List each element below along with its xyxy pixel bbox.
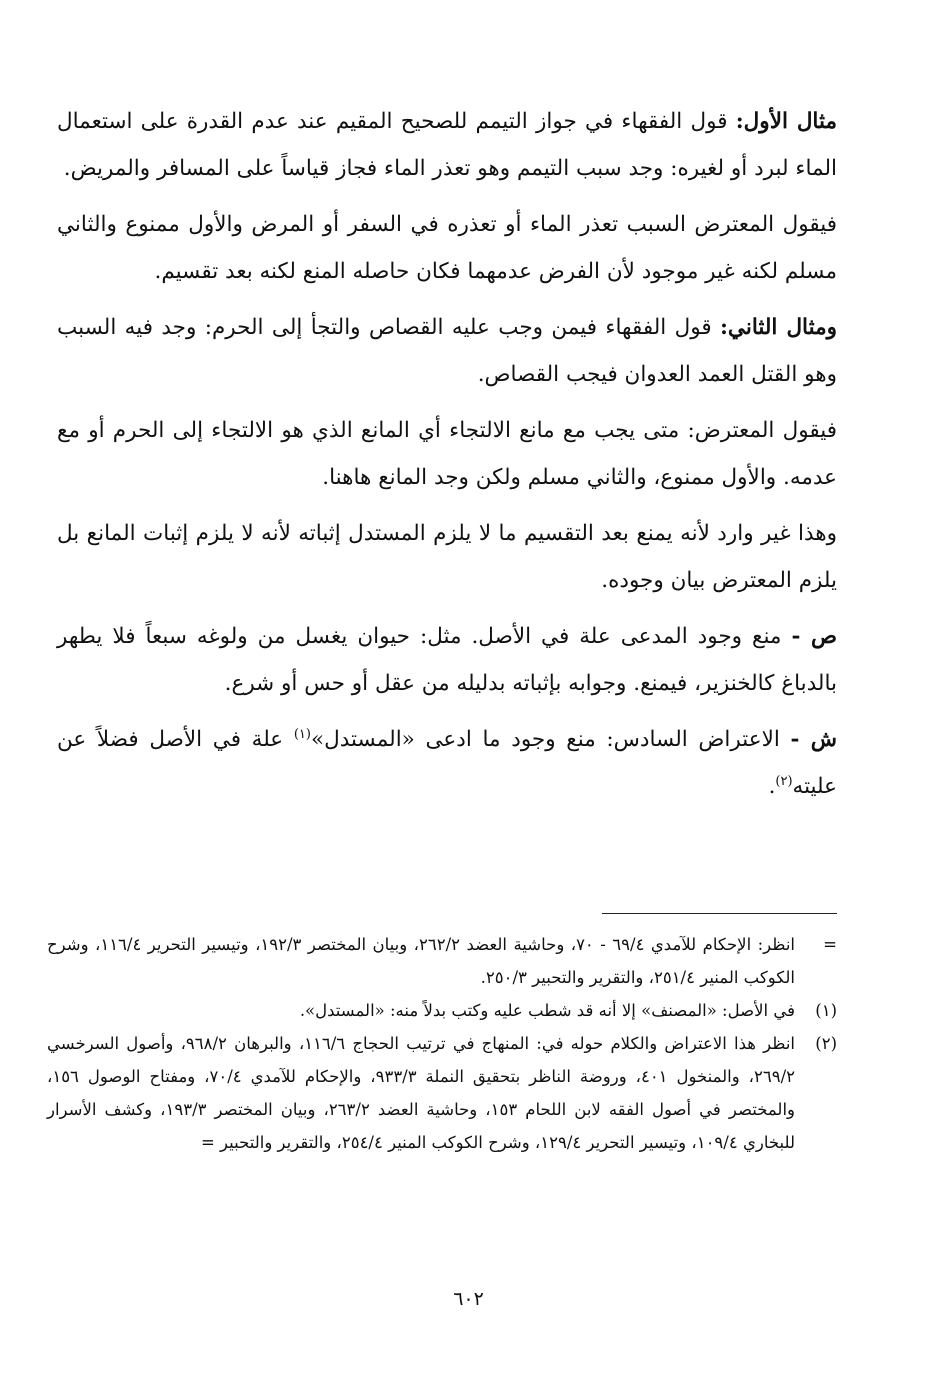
footnote-continuation — [47, 928, 837, 994]
paragraph-sharh — [57, 716, 837, 810]
footnote-continuation-text: انظر: الإحكام للآمدي ٦٩/٤ - ٧٠، وحاشية العضد ٢٦٢/٢، وبيان المختصر ١٩٢/٣، وتيسير التحرير ١١٦/٤، وشرح الكوكب المنير ٢٥١/٤، والتقرير والتحبير ٢٥٠/٣. — [47, 935, 795, 987]
footnote-2-text: انظر هذا الاعتراض والكلام حوله في: المنهاج في ترتيب الحجاج ١١٦/٦، والبرهان ٩٦٨/٢، وأصول السرخسي ٢٦٩/٢، والمنخول ٤٠١، وروضة الناظر بتحقيق النملة ٩٣٣/٣، والإحكام للآمدي ٧٠/٤، ومفتاح الوصول ١٥٦، والمختصر في أصول الفقه لابن اللحام ١٥٣، وحاشية العضد ٢٦٣/٢، وبيان المختصر ١٩٣/٣، وكشف الأسرار للبخاري ١٠٩/٤، وتيسير التحرير ١٢٩/٤، وشرح الكوكب المنير ٢٥٤/٤، والتقرير والتحبير = — [47, 1034, 796, 1152]
example-2-heading: ومثال الثاني: — [720, 315, 837, 340]
footnote-1 — [47, 994, 837, 1027]
sharh-text-b: علة في الأصل فضلاً عن عليته — [57, 727, 837, 799]
paragraph-objection-1: فيقول المعترض السبب تعذر الماء أو تعذره في السفر أو المرض والأول ممنوع والثاني مسلم لكنه غير موجود لأن الفرض عدمهما فكان حاصله المنع لكنه بعد تقسيم. — [57, 212, 837, 284]
main-text — [57, 98, 837, 819]
example-1-heading: مثال الأول: — [735, 109, 837, 134]
sharh-marker: ش - — [790, 727, 838, 752]
example-2-text: قول الفقهاء فيمن وجب عليه القصاص والتجأ إلى الحرم: وجد فيه السبب وهو القتل العمد العدوان فيجب القصاص. — [57, 315, 837, 387]
footnote-ref-2[interactable]: (٢) — [775, 773, 793, 789]
paragraph-example-1 — [57, 98, 837, 192]
paragraph-reply: وهذا غير وارد لأنه يمنع بعد التقسيم ما لا يلزم المستدل إثباته لأنه لا يلزم إثبات المانع بل يلزم المعترض بيان وجوده. — [57, 521, 837, 593]
footnote-1-text: في الأصل: «المصنف» إلا أنه قد شطب عليه وكتب بدلاً منه: «المستدل». — [299, 1001, 795, 1020]
example-1-text: قول الفقهاء في جواز التيمم للصحيح المقيم عند عدم القدرة على استعمال الماء لبرد أو لغيره: وجد سبب التيمم وهو تعذر الماء فجاز قياساً على المسافر والمريض. — [57, 109, 837, 181]
matn-text: منع وجود المدعى علة في الأصل. مثل: حيوان يغسل من ولوغه سبعاً فلا يطهر بالدباغ كالخنزير، فيمنع. وجوابه بإثباته بدليله من عقل أو حس أو شرع. — [57, 624, 837, 696]
sharh-text-a: الاعتراض السادس: منع وجود ما ادعى «المستدل» — [310, 727, 791, 752]
paragraph-example-2 — [57, 304, 837, 398]
footnote-ref-1[interactable]: (١) — [293, 726, 311, 742]
sharh-end: . — [768, 774, 776, 799]
paragraph-matn — [57, 613, 837, 707]
page-number: ٦٠٢ — [453, 1288, 484, 1310]
continuation-mark: = — [823, 935, 837, 954]
matn-marker: ص - — [791, 624, 837, 649]
footnote-2 — [47, 1027, 837, 1159]
paragraph-objection-2: فيقول المعترض: متى يجب مع مانع الالتجاء أي المانع الذي هو الالتجاء إلى الحرم أو مع عدمه. والأول ممنوع، والثاني مسلم ولكن وجد المانع هاهنا. — [57, 418, 837, 490]
footnotes — [47, 928, 837, 1159]
footnote-2-mark: (٢) — [815, 1034, 837, 1053]
footnote-1-mark: (١) — [815, 1001, 837, 1020]
footnote-separator — [602, 913, 837, 914]
